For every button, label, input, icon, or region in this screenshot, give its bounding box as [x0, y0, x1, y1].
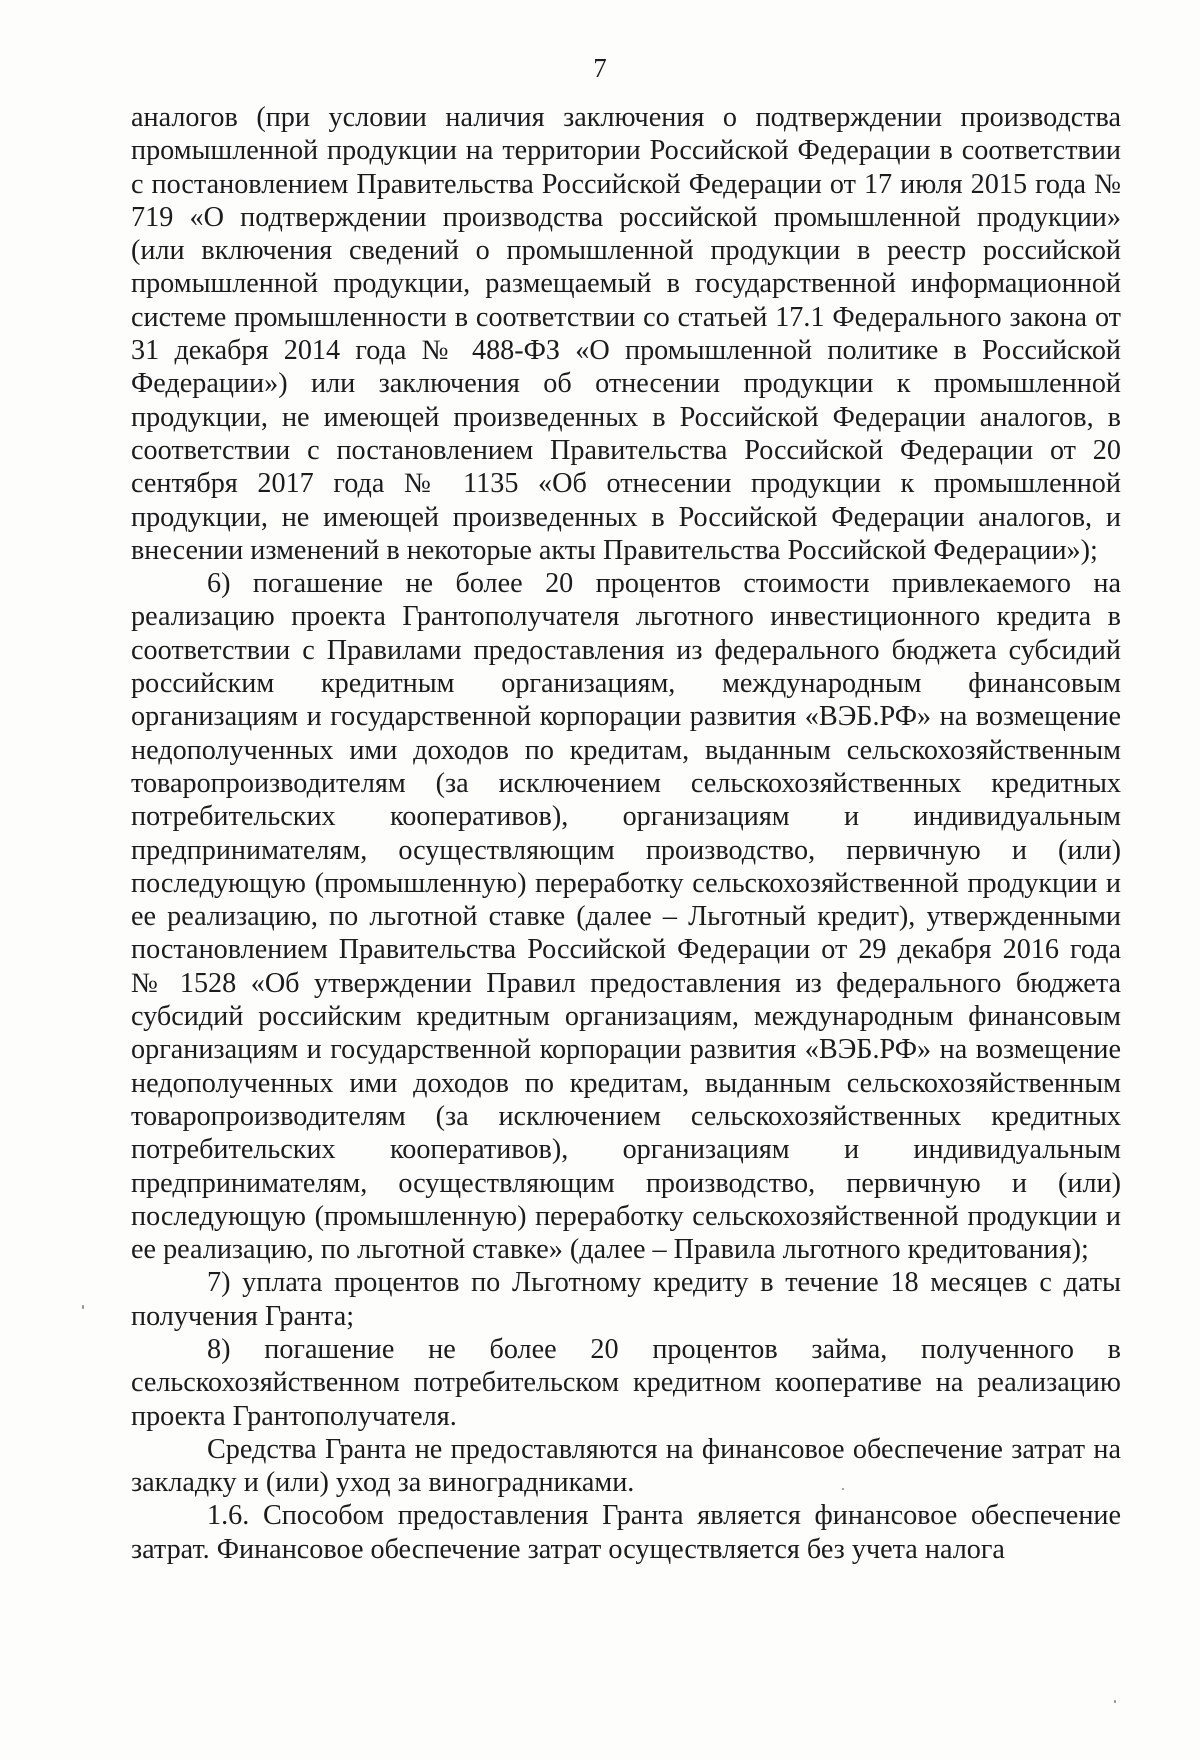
document-body — [131, 101, 1121, 1566]
paragraph-continuation: аналогов (при условии наличия заключения о подтверждении производства промышленной продукции на территории Российской Федерации в соответствии с постановлением Правительства Российской Федерации от 17 июля 2015 года № 719 «О подтверждении производства российской промышленной продукции» (или включения сведений о промышленной продукции в реестр российской промышленной продукции, размещаемый в государственной информационной системе промышленности в соответствии со статьей 17.1 Федерального закона от 31 декабря 2014 года № 488-ФЗ «О промышленной политике в Российской Федерации») или заключения об отнесении продукции к промышленной продукции, не имеющей произведенных в Российской Федерации аналогов, в соответствии с постановлением Правительства Российской Федерации от 20 сентября 2017 года № 1135 «Об отнесении продукции к промышленной продукции, не имеющей произведенных в Российской Федерации аналогов, и внесении изменений в некоторые акты Правительства Российской Федерации»); — [131, 102, 1121, 566]
scan-speck — [842, 1488, 844, 1490]
scan-speck — [82, 1305, 84, 1309]
paragraph-section-1-6: 1.6. Способом предоставления Гранта является финансовое обеспечение затрат. Финансовое обеспечение затрат осуществляется без учета налога — [131, 1500, 1121, 1565]
page-number: 7 — [593, 53, 607, 83]
paragraph-item-7: 7) уплата процентов по Льготному кредиту в течение 18 месяцев с даты получения Гранта; — [131, 1267, 1121, 1332]
paragraph-vineyards-note: Средства Гранта не предоставляются на финансовое обеспечение затрат на закладку и (или) уход за виноградниками. — [131, 1433, 1121, 1499]
scan-speck — [1114, 1700, 1116, 1703]
paragraph-item-8: 8) погашение не более 20 процентов займа, полученного в сельскохозяйственном потребительском кредитном кооперативе на реализацию проекта Грантополучателя. — [131, 1333, 1121, 1432]
paragraph-item-6: 6) погашение не более 20 процентов стоимости привлекаемого на реализацию проекта Грантополучателя льготного инвестиционного кредита в соответствии с Правилами предоставления из федерального бюджета субсидий российским кредитным организациям, международным финансовым организациям и государственной корпорации развития «ВЭБ.РФ» на возмещение недополученных ими доходов по кредитам, выданным сельскохозяйственным товаропроизводителям (за исключением сельскохозяйственных кредитных потребительских кооперативов), организациям и индивидуальным предпринимателям, осуществляющим производство, первичную и (или) последующую (промышленную) переработку сельскохозяйственной продукции и ее реализацию, по льготной ставке (далее – Льготный кредит), утвержденными постановлением Правительства Российской Федерации от 29 декабря 2016 года № 1528 «Об утверждении Правил предоставления из федерального бюджета субсидий российским кредитным организациям, международным финансовым организациям и государственной корпорации развития «ВЭБ.РФ» на возмещение недополученных ими доходов по кредитам, выданным сельскохозяйственным товаропроизводителям (за исключением сельскохозяйственных кредитных потребительских кооперативов), организациям и индивидуальным предпринимателям, осуществляющим производство, первичную и (или) последующую (промышленную) переработку сельскохозяйственной продукции и ее реализацию, по льготной ставке» (далее – Правила льготного кредитования); — [131, 568, 1121, 1266]
